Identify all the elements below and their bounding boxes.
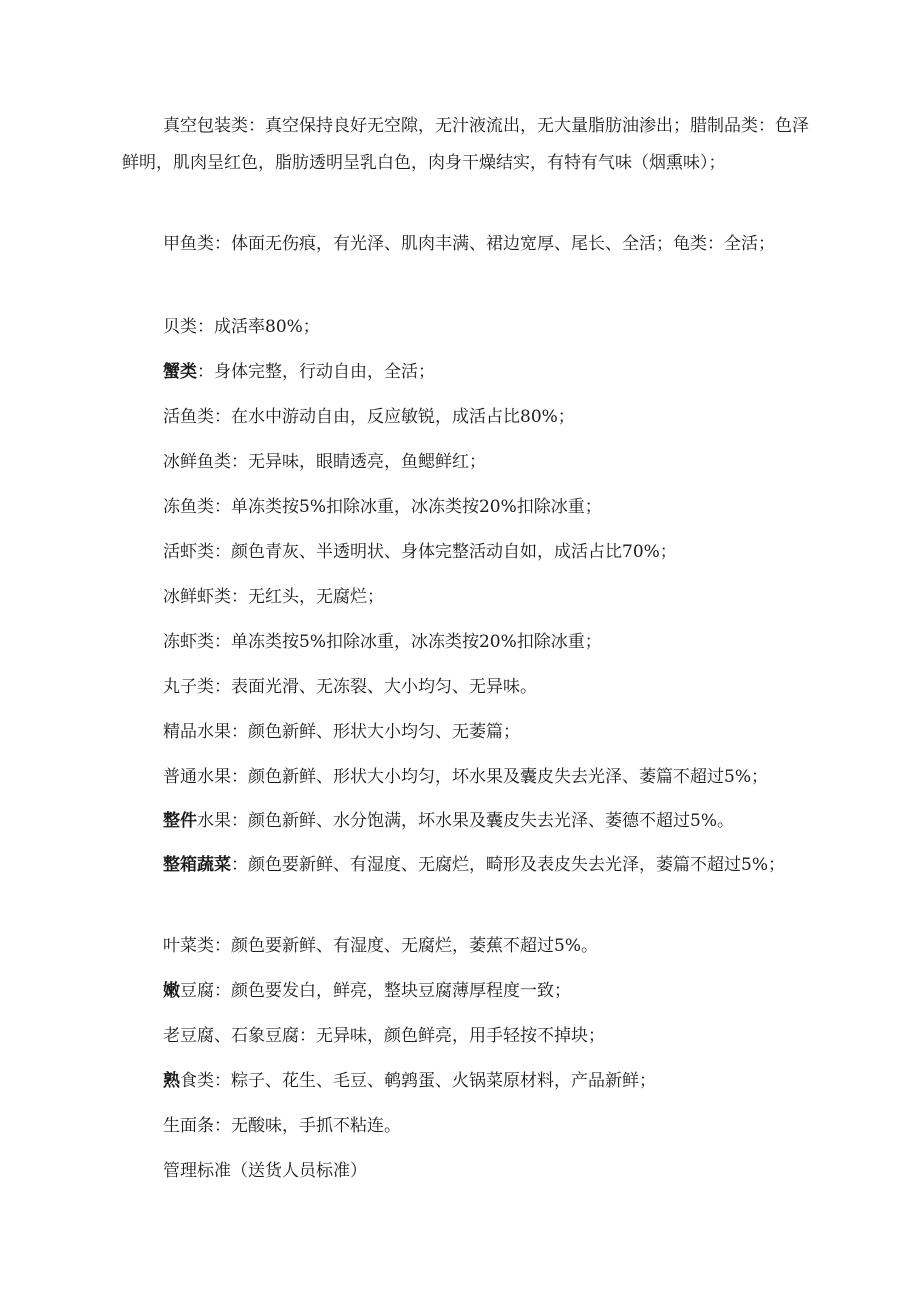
paragraph-lead: 整箱蔬菜: [163, 855, 231, 875]
paragraph-live-shrimp: [122, 534, 812, 571]
paragraph-lead: 嫩: [163, 981, 180, 1001]
paragraph-text: 活虾类：颜色青灰、半透明状、身体完整活动自如，成活占比70%；: [163, 542, 677, 562]
paragraph-text: 生面条：无酸味，手抓不粘连。: [163, 1116, 401, 1136]
paragraph-crab: [122, 354, 812, 391]
paragraph-fresh-noodles: [122, 1108, 812, 1145]
paragraph-chilled-shrimp: [122, 579, 812, 616]
paragraph-frozen-shrimp: [122, 624, 812, 661]
paragraph-text: 叶菜类：颜色要新鲜、有湿度、无腐烂，萎蕉不超过5%。: [163, 936, 598, 956]
paragraph-soft-tofu: [122, 973, 812, 1010]
paragraph-text: ：颜色要新鲜、有湿度、无腐烂，畸形及表皮失去光泽，萎篇不超过5%；: [231, 855, 785, 875]
paragraph-text: 老豆腐、石象豆腐：无异味，颜色鲜亮，用手轻按不掉块；: [163, 1026, 605, 1046]
paragraph-text: 冰鲜虾类：无红头，无腐烂；: [163, 587, 384, 607]
paragraph-text: ：身体完整，行动自由，全活；: [197, 362, 435, 382]
paragraph-lead: 熟: [163, 1071, 180, 1091]
paragraph-chilled-fish: [122, 444, 812, 481]
paragraph-text: 普通水果：颜色新鲜、形状大小均匀，坏水果及囊皮失去光泽、萎篇不超过5%；: [163, 767, 768, 787]
paragraph-leafy-vegetables: [122, 928, 812, 965]
paragraph-meatballs: [122, 669, 812, 706]
paragraph-text: 食类：粽子、花生、毛豆、鹌鹑蛋、火锅菜原材料，产品新鲜；: [180, 1071, 656, 1091]
paragraph-text: 甲鱼类：体面无伤痕，有光泽、肌肉丰满、裙边宽厚、尾长、全活；龟类：全活；: [163, 234, 775, 254]
paragraph-text: 水果：颜色新鲜、水分饱满，坏水果及囊皮失去光泽、萎德不超过5%。: [197, 811, 734, 831]
paragraph-text: 精品水果：颜色新鲜、形状大小均匀、无萎篇；: [163, 722, 520, 742]
paragraph-text: 真空包装类：真空保持良好无空隙，无汁液流出，无大量脂肪油渗出；腊制品类：色泽鲜明，肌肉呈红色，脂肪透明呈乳白色，肉身干燥结实，有特有气味（烟熏味）；: [122, 116, 809, 173]
paragraph-lead: 整件: [163, 811, 197, 831]
paragraph-text: 丸子类：表面光滑、无冻裂、大小均匀、无异味。: [163, 677, 537, 697]
paragraph-lead: 蟹类: [163, 362, 197, 382]
paragraph-text: 管理标准（送货人员标准）: [163, 1161, 367, 1181]
paragraph-premium-fruit: [122, 714, 812, 751]
paragraph-whole-case-fruit: [122, 803, 812, 840]
paragraph-management-standard-heading: [122, 1153, 812, 1190]
paragraph-text: 冻虾类：单冻类按5%扣除冰重，冰冻类按20%扣除冰重；: [163, 632, 602, 652]
paragraph-vacuum-cured: [122, 108, 812, 182]
paragraph-firm-tofu: [122, 1018, 812, 1055]
paragraph-text: 豆腐：颜色要发白，鲜亮，整块豆腐薄厚程度一致；: [180, 981, 571, 1001]
paragraph-boxed-vegetables: [122, 847, 812, 884]
paragraph-frozen-fish: [122, 489, 812, 526]
paragraph-text: 冻鱼类：单冻类按5%扣除冰重，冰冻类按20%扣除冰重；: [163, 497, 602, 517]
paragraph-cooked-food: [122, 1063, 812, 1100]
paragraph-text: 冰鲜鱼类：无异味，眼睛透亮，鱼鳃鲜红；: [163, 452, 486, 472]
paragraph-shellfish: [122, 309, 812, 346]
paragraph-live-fish: [122, 399, 812, 436]
paragraph-turtle: [122, 226, 812, 263]
paragraph-text: 贝类：成活率80%；: [163, 317, 320, 337]
paragraph-regular-fruit: [122, 759, 812, 796]
paragraph-text: 活鱼类：在水中游动自由，反应敏锐，成活占比80%；: [163, 407, 575, 427]
